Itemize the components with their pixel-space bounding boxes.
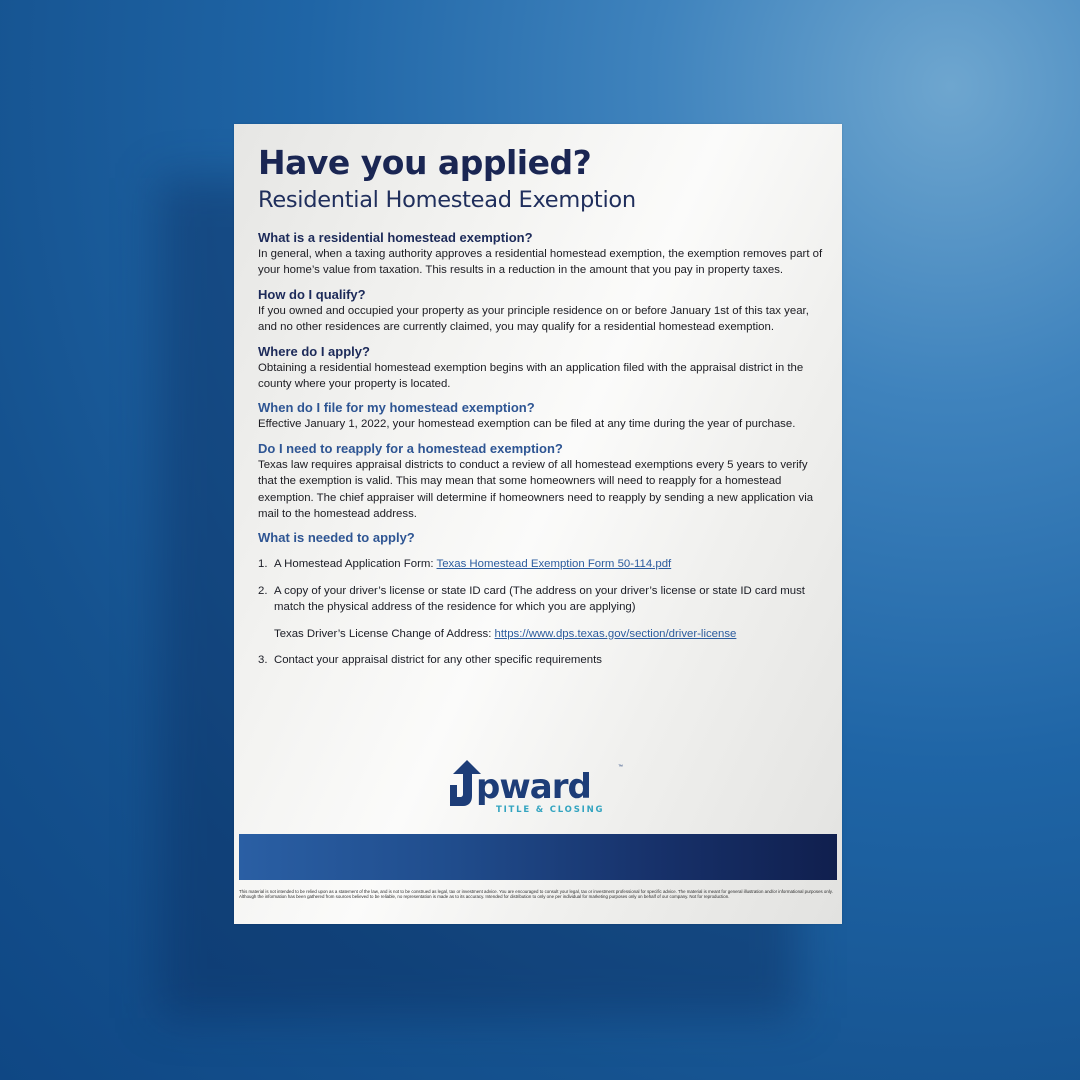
list-item — [258, 583, 824, 642]
section-where — [258, 344, 824, 393]
needed-list — [258, 556, 824, 668]
needed-heading: What is needed to apply? — [258, 530, 415, 546]
list-number: 2. — [258, 584, 268, 597]
flyer-content — [258, 142, 824, 679]
section-reapply — [258, 441, 824, 523]
section-needed — [258, 530, 824, 668]
page-title: Have you applied? — [258, 143, 592, 182]
section-answer: If you owned and occupied your property as your principle residence on or before January 1st of this tax year, and no other residences are currently claimed, you may qualify for a residential homestead exemption. — [258, 304, 809, 334]
section-question: How do I qualify? — [258, 286, 366, 302]
section-question: Do I need to reapply for a homestead exemption? — [258, 440, 563, 456]
list-item — [258, 556, 824, 572]
section-question: Where do I apply? — [258, 343, 370, 359]
logo-tagline: TITLE & CLOSING — [496, 805, 605, 815]
section-question: When do I file for my homestead exemption? — [258, 400, 535, 416]
section-answer: Obtaining a residential homestead exemption begins with an application filed with the appraisal district in the county where your property is located. — [258, 361, 804, 391]
page-subtitle: Residential Homestead Exemption — [258, 187, 636, 213]
list-text: A copy of your driver’s license or state ID card (The address on your driver’s license or state ID card must match the physical address of the residence for which you are applying) — [274, 584, 805, 614]
list-subtext: Texas Driver’s License Change of Address: — [274, 627, 495, 640]
footer-band — [239, 834, 837, 880]
list-text: Contact your appraisal district for any other specific requirements — [274, 654, 602, 667]
disclaimer-text: This material is not intended to be relied upon as a statement of the law, and is not to be construed as legal, tax or investment advice. You are encouraged to consult your legal, tax or investment professional for specific advice. The material is meant for general illustration and/or informational purposes only. Although the information has been gathered from sources believed to be reliable, no representation is made as to its accuracy. Intended for distribution to only one per individual for marketing purposes only on behalf of our company. Not for reproduction. — [239, 889, 833, 900]
section-answer: Texas law requires appraisal districts to conduct a review of all homestead exemptions every 5 years to verify that the exemption is valid. This may mean that some homeowners will need to reapply for a homestead exemption. The chief appraiser will determine if homeowners need to reapply by sending a new application via mail to the homestead address. — [258, 458, 814, 521]
list-text: A Homestead Application Form: — [274, 558, 437, 571]
dps-link[interactable]: https://www.dps.texas.gov/section/driver-license — [494, 627, 737, 640]
flyer-sheet — [234, 124, 842, 924]
section-qualify — [258, 287, 824, 336]
list-subline — [274, 626, 824, 642]
list-number: 1. — [258, 558, 268, 571]
logo-wordmark: pward — [476, 767, 591, 807]
section-when — [258, 400, 824, 432]
section-what-is — [258, 230, 824, 279]
section-answer: Effective January 1, 2022, your homestead exemption can be filed at any time during the year of purchase. — [258, 418, 796, 431]
list-number: 3. — [258, 654, 268, 667]
form-link[interactable]: Texas Homestead Exemption Form 50-114.pdf — [436, 558, 672, 571]
logo-trademark: ™ — [618, 764, 623, 770]
list-item — [258, 652, 824, 668]
section-answer: In general, when a taxing authority approves a residential homestead exemption, the exemption removes part of your home’s value from taxation. This results in a reduction in the amount that you pay in property taxes. — [258, 248, 823, 277]
section-question: What is a residential homestead exemption? — [258, 230, 533, 245]
upward-logo — [450, 760, 630, 820]
